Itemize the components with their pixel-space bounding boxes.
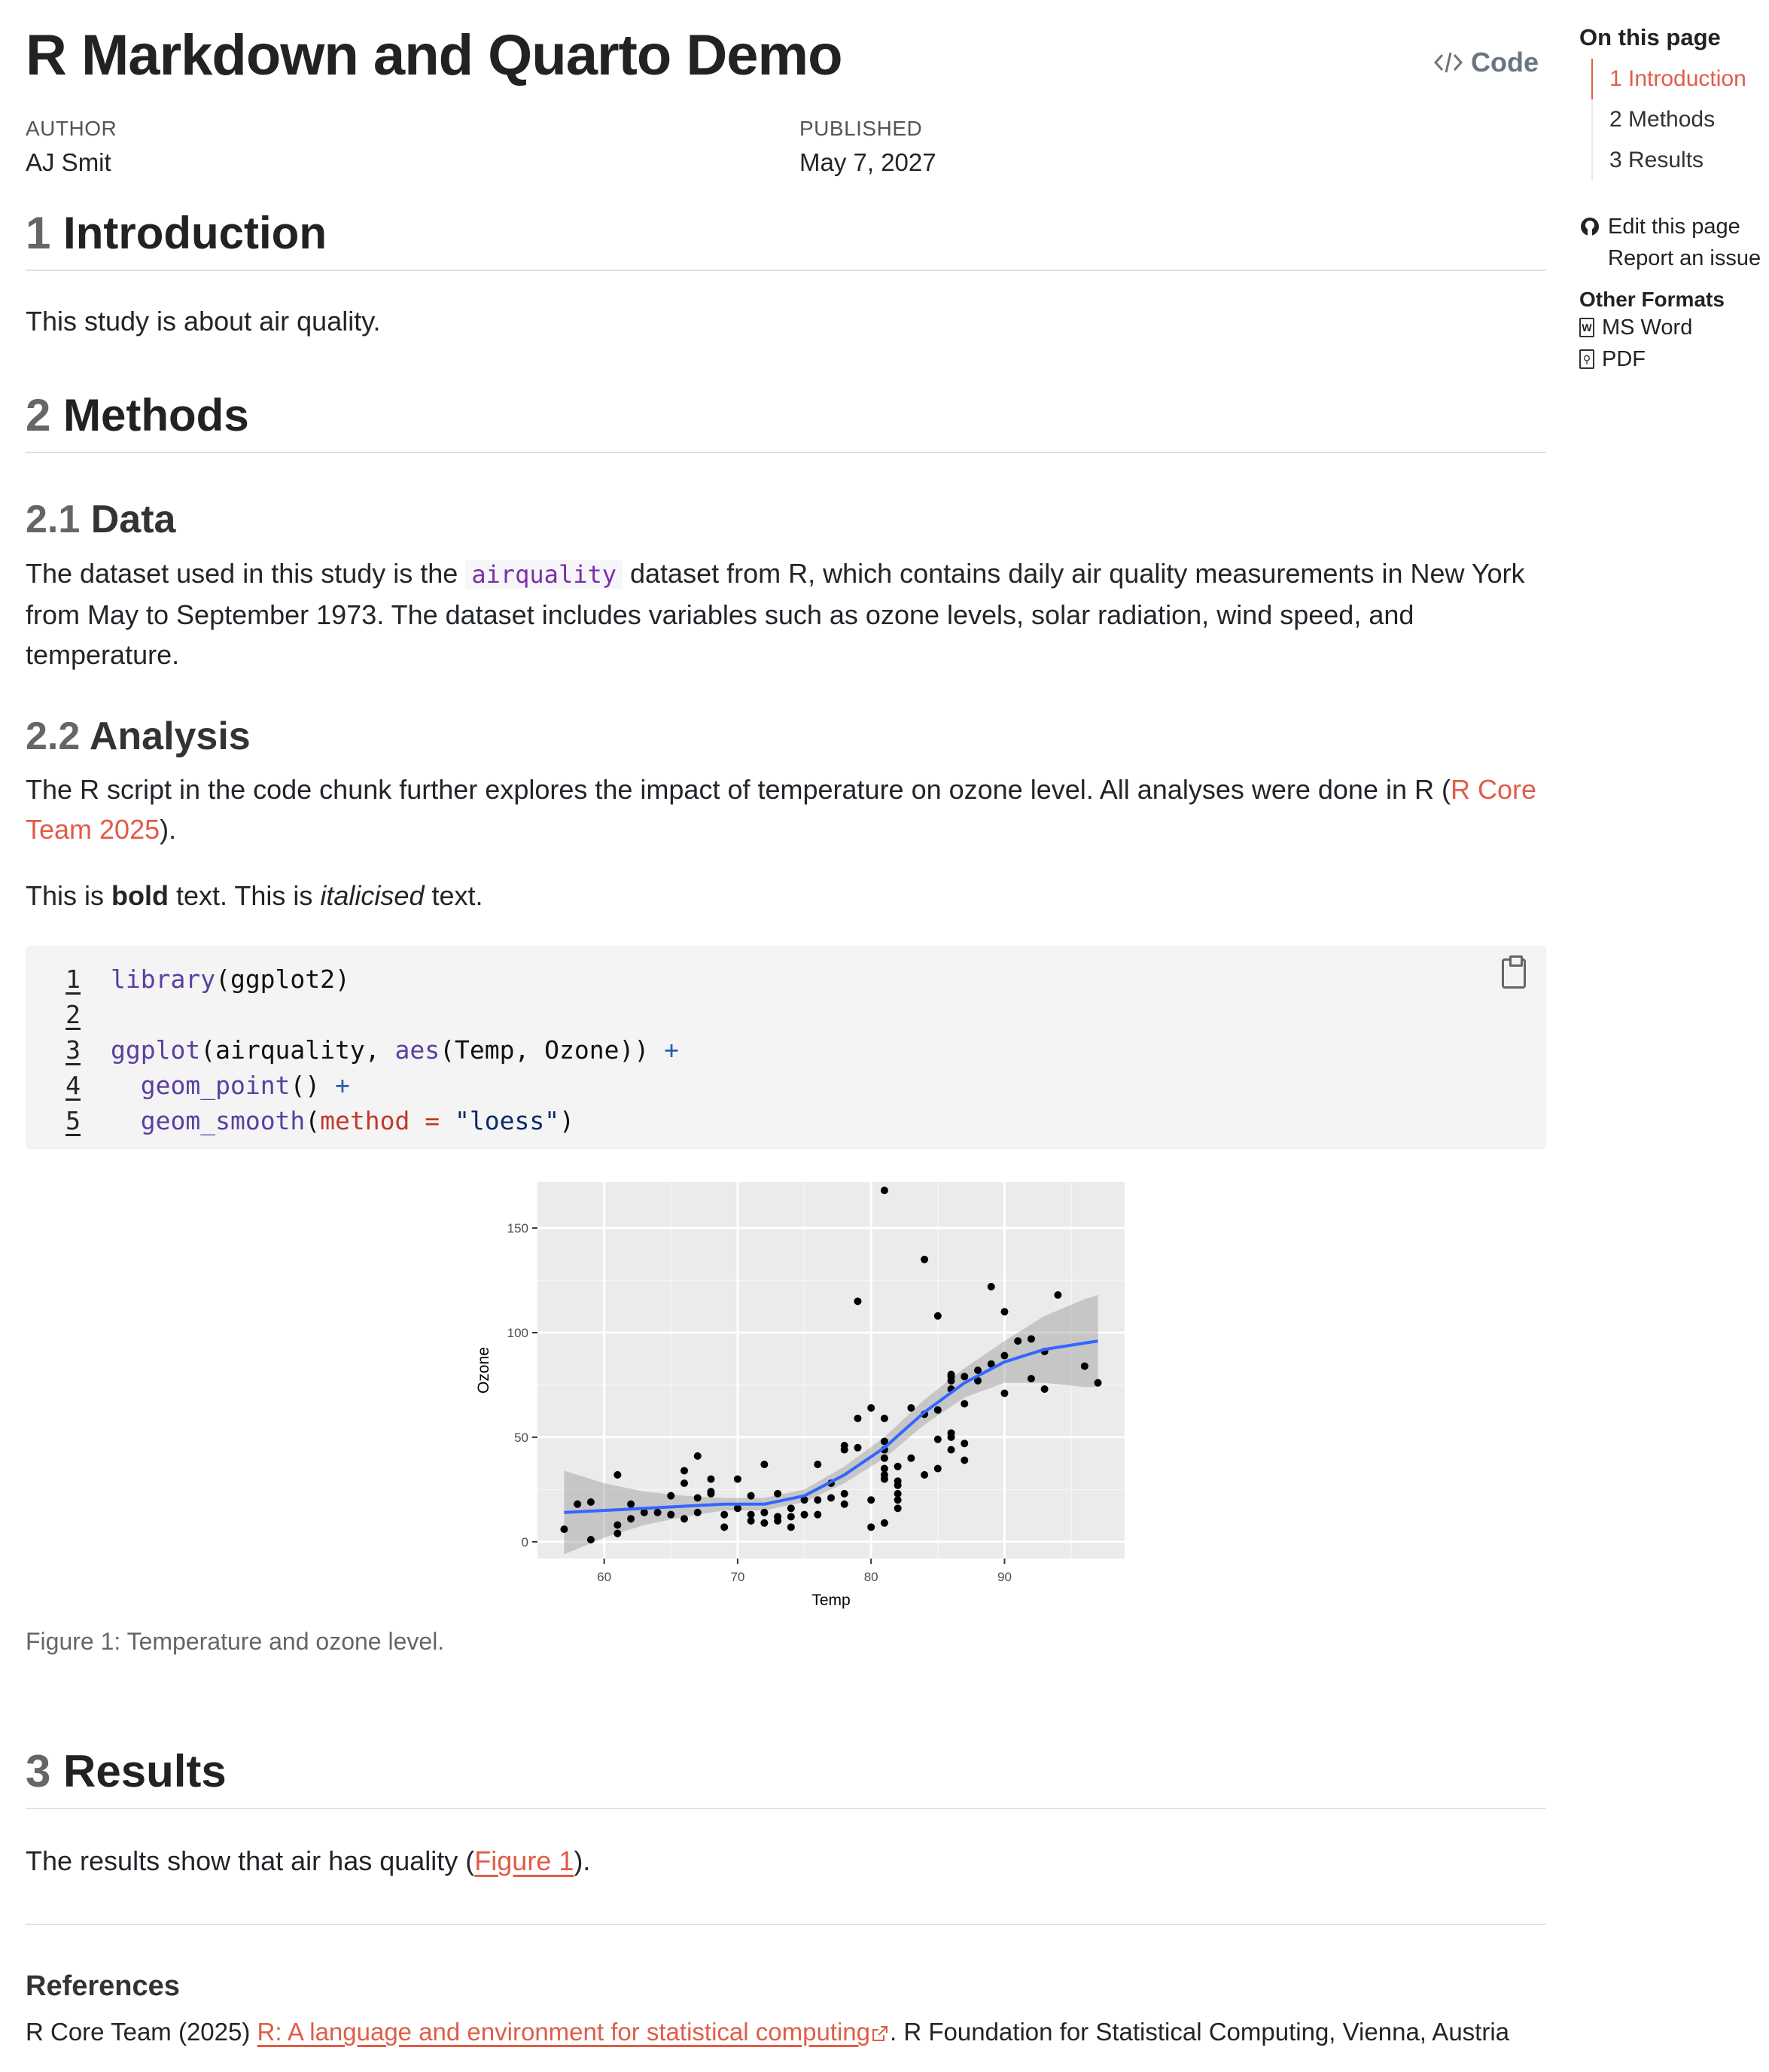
data-point xyxy=(747,1511,755,1519)
data-point xyxy=(934,1465,942,1473)
data-point xyxy=(1028,1335,1035,1342)
sidebar xyxy=(1579,24,1767,375)
data-point xyxy=(854,1444,861,1452)
code-line xyxy=(26,1068,350,1102)
reference-entry: R Core Team (2025) R: A language and environment for statistical computing . R Foundation for Statistical Computing, Vienna, Austria xyxy=(26,2018,1510,2046)
format-pdf-link[interactable]: ⚲ PDF xyxy=(1579,343,1767,375)
data-point xyxy=(841,1490,848,1498)
data-point xyxy=(614,1471,621,1479)
figure-1-link[interactable]: Figure 1 xyxy=(474,1845,574,1876)
data-point xyxy=(841,1442,848,1449)
x-axis-label: Temp xyxy=(811,1592,851,1609)
data-point xyxy=(720,1523,728,1531)
data-point xyxy=(961,1400,968,1407)
data-point xyxy=(867,1404,875,1412)
code-line xyxy=(26,1103,574,1138)
data-point xyxy=(681,1515,688,1522)
data-point xyxy=(948,1429,955,1437)
data-point xyxy=(1000,1390,1008,1397)
toc-item-results[interactable]: 3 Results xyxy=(1591,140,1767,181)
data-point xyxy=(627,1515,635,1522)
toc xyxy=(1579,59,1767,181)
data-point xyxy=(894,1490,902,1498)
data-point xyxy=(881,1187,888,1194)
y-tick-label: 0 xyxy=(521,1534,528,1549)
data-point xyxy=(881,1519,888,1527)
data-point xyxy=(894,1463,902,1470)
data-point xyxy=(1081,1362,1088,1370)
data-point xyxy=(694,1494,702,1501)
data-point xyxy=(1095,1379,1102,1387)
data-point xyxy=(921,1471,928,1479)
data-point xyxy=(760,1461,768,1468)
data-point xyxy=(747,1492,755,1500)
edit-page-link[interactable]: Edit this page xyxy=(1579,211,1767,242)
external-link-icon xyxy=(870,2024,890,2043)
code-label: Code xyxy=(1471,47,1539,78)
data-point xyxy=(574,1501,581,1508)
data-point xyxy=(881,1471,888,1479)
data-point xyxy=(560,1525,568,1533)
figure-1 xyxy=(455,1171,1147,1626)
citation-link[interactable]: R Core Team 2025 xyxy=(26,774,1537,845)
x-tick-label: 90 xyxy=(997,1570,1012,1584)
data-point xyxy=(760,1509,768,1516)
data-point xyxy=(694,1509,702,1516)
line-number-link[interactable]: 2 xyxy=(65,999,81,1029)
toc-title: On this page xyxy=(1579,24,1721,50)
section-methods: 2 Methods xyxy=(26,389,1546,453)
data-point xyxy=(801,1511,808,1519)
x-tick-label: 70 xyxy=(730,1570,745,1584)
formats-title: Other Formats xyxy=(1579,288,1725,311)
data-point xyxy=(627,1501,635,1508)
pdf-file-icon: ⚲ xyxy=(1579,349,1594,369)
data-point xyxy=(867,1523,875,1531)
author-label: AUTHOR xyxy=(26,117,117,140)
page-title: R Markdown and Quarto Demo xyxy=(26,23,842,87)
data-point xyxy=(667,1492,674,1500)
data-point xyxy=(854,1415,861,1422)
report-issue-link[interactable]: Report an issue xyxy=(1608,245,1761,270)
scatter-chart xyxy=(455,1171,1147,1623)
data-point xyxy=(1041,1385,1049,1393)
analysis-text: The R script in the code chunk further explores the impact of temperature on ozone level. All analyses were done in R (R Core Team 2025). xyxy=(26,774,1537,845)
y-tick-label: 50 xyxy=(514,1430,528,1445)
data-point xyxy=(614,1530,621,1537)
references-divider xyxy=(26,1924,1546,1925)
code-block xyxy=(26,946,1546,1149)
word-file-icon: W xyxy=(1579,318,1594,337)
data-point xyxy=(961,1456,968,1464)
line-number-link[interactable]: 4 xyxy=(65,1070,81,1100)
format-ms-word-link[interactable]: W MS Word xyxy=(1579,312,1767,343)
data-point xyxy=(854,1297,861,1305)
figure-caption: Figure 1: Temperature and ozone level. xyxy=(26,1628,445,1655)
data-point xyxy=(667,1511,674,1519)
data-point xyxy=(1054,1291,1061,1299)
data-point xyxy=(948,1371,955,1379)
data-point xyxy=(734,1475,741,1482)
data-point xyxy=(774,1513,781,1520)
data-point xyxy=(1014,1337,1022,1345)
data-point xyxy=(787,1513,795,1520)
copy-clipboard-icon[interactable] xyxy=(1502,958,1526,989)
data-point xyxy=(1028,1375,1035,1382)
code-toggle-button[interactable] xyxy=(1433,47,1539,78)
code-line xyxy=(26,1032,679,1067)
data-point xyxy=(907,1455,915,1462)
x-tick-label: 60 xyxy=(597,1570,612,1584)
code-text: geom_smooth(method = "loess") xyxy=(140,1105,574,1135)
formatting-text: This is bold text. This is italicised text. xyxy=(26,880,483,911)
data-point xyxy=(867,1496,875,1504)
data-point xyxy=(881,1455,888,1462)
code-text: geom_point() + xyxy=(140,1070,350,1100)
data-point xyxy=(760,1519,768,1527)
data-point xyxy=(814,1511,821,1519)
author-block xyxy=(26,117,117,177)
data-point xyxy=(734,1504,741,1512)
data-point xyxy=(988,1283,995,1290)
data-point xyxy=(787,1504,795,1512)
github-icon xyxy=(1579,216,1600,237)
data-point xyxy=(881,1415,888,1422)
code-text: ggplot(airquality, aes(Temp, Ozone)) + xyxy=(111,1034,679,1065)
section-results: 3 Results xyxy=(26,1745,1546,1809)
data-point xyxy=(774,1490,781,1498)
data-point xyxy=(587,1536,595,1543)
data-point xyxy=(948,1446,955,1454)
data-point xyxy=(681,1467,688,1474)
data-point xyxy=(1000,1352,1008,1360)
data-point xyxy=(841,1501,848,1508)
data-point xyxy=(921,1256,928,1263)
toc-item-introduction[interactable]: 1 Introduction xyxy=(1591,59,1767,99)
data-point xyxy=(961,1373,968,1380)
data-point xyxy=(654,1509,662,1516)
x-tick-label: 80 xyxy=(863,1570,878,1584)
data-point xyxy=(1000,1308,1008,1315)
y-tick-label: 100 xyxy=(507,1326,528,1340)
data-point xyxy=(694,1452,702,1460)
data-point xyxy=(934,1406,942,1414)
y-axis-label: Ozone xyxy=(475,1347,492,1394)
data-point xyxy=(961,1440,968,1447)
data-point xyxy=(814,1461,821,1468)
data-point xyxy=(907,1404,915,1412)
published-block xyxy=(799,117,936,177)
code-text: library(ggplot2) xyxy=(111,964,350,994)
data-point xyxy=(894,1504,902,1512)
y-tick-label: 150 xyxy=(507,1221,528,1236)
data-point xyxy=(681,1479,688,1487)
references-heading: References xyxy=(26,1970,180,2002)
data-point xyxy=(787,1523,795,1531)
inline-code: airquality xyxy=(465,560,623,589)
data-point xyxy=(814,1496,821,1504)
reference-link[interactable]: R: A language and environment for statistical computing xyxy=(257,2018,871,2046)
subsection-analysis: 2.2 Analysis xyxy=(26,715,251,758)
published-label: PUBLISHED xyxy=(799,117,923,140)
code-line xyxy=(26,961,350,996)
results-text: The results show that air has quality (Figure 1). xyxy=(26,1845,591,1876)
data-point xyxy=(707,1475,714,1482)
code-line xyxy=(26,997,111,1031)
data-point xyxy=(827,1494,835,1501)
author-name: AJ Smit xyxy=(26,148,111,176)
data-point xyxy=(614,1522,621,1529)
data-point xyxy=(587,1498,595,1506)
section-introduction: 1 Introduction xyxy=(26,207,1546,271)
data-point xyxy=(934,1436,942,1443)
code-icon xyxy=(1433,50,1463,75)
subsection-data: 2.1 Data xyxy=(26,498,176,541)
published-date: May 7, 2027 xyxy=(799,148,936,176)
line-number-link[interactable]: 1 xyxy=(65,964,81,994)
line-number-link[interactable]: 3 xyxy=(65,1034,81,1065)
data-text: The dataset used in this study is the airquality dataset from R, which contains daily air quality measurements in New York from May to September 1973. The dataset includes variables such as ozone levels, solar radiation, wind speed, and temperature. xyxy=(26,558,1525,670)
data-point xyxy=(894,1477,902,1485)
toc-item-methods[interactable]: 2 Methods xyxy=(1591,99,1767,140)
data-point xyxy=(934,1312,942,1320)
data-point xyxy=(720,1511,728,1519)
intro-text: This study is about air quality. xyxy=(26,306,381,337)
data-point xyxy=(707,1488,714,1495)
line-number-link[interactable]: 5 xyxy=(65,1105,81,1135)
